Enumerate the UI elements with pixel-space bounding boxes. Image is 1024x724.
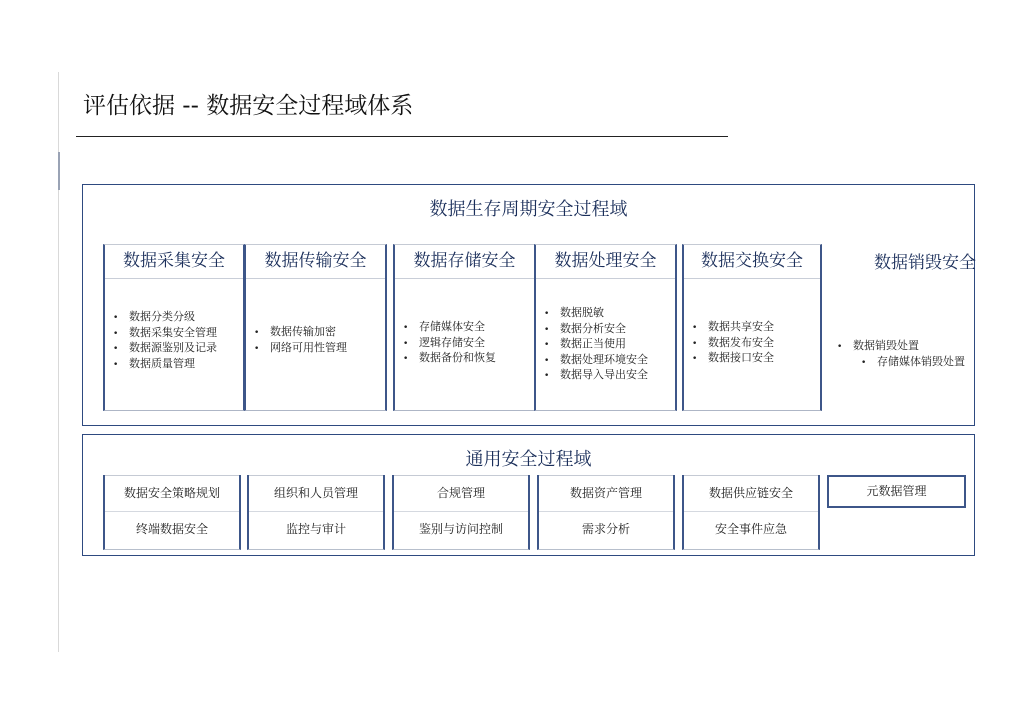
general-domain-heading: 通用安全过程域 [465,449,592,470]
stage-subitem: • 存储媒体销毁处置 [837,355,976,371]
bullet-icon: • [403,338,409,349]
process-cell: 终端数据安全 [135,522,208,536]
stage-title: 数据采集安全 [105,245,243,279]
stage-item: • 数据脱敏 [544,306,671,322]
stage-item: • 数据备份和恢复 [403,351,530,367]
process-column [392,475,530,550]
bullet-icon: • [113,359,119,370]
stage-card-collection [103,244,245,411]
stage-item: • 数据发布安全 [692,336,816,352]
process-column [247,475,385,550]
bullet-icon: • [254,343,260,354]
stage-title: 数据存储安全 [395,245,534,279]
stage-item: • 逻辑存储安全 [403,336,530,352]
stage-card-destruction [835,247,976,414]
bullet-icon: • [544,355,550,366]
bullet-icon: • [113,313,119,323]
process-column [103,475,241,550]
stage-title: 数据处理安全 [536,245,675,279]
stage-item: • 数据质量管理 [113,357,239,373]
process-cell: 数据资产管理 [539,475,673,512]
bullet-icon: • [544,324,550,335]
process-column [537,475,675,550]
slide-marker [58,152,60,190]
stage-item-list [837,339,976,370]
stage-card-storage [393,244,536,411]
stage-item: • 数据接口安全 [692,351,816,367]
stage-item: • 数据分析安全 [544,322,671,338]
stage-title: 数据传输安全 [246,245,385,279]
stage-item: • 存储媒体安全 [403,320,530,336]
process-column [682,475,820,550]
process-cell: 需求分析 [581,522,630,536]
process-cell: 组织和人员管理 [249,475,383,512]
page-title: 评估依据 -- 数据安全过程域体系 [83,93,414,119]
stage-item: • 数据传输加密 [254,325,381,341]
bullet-icon: • [692,323,698,333]
bullet-icon: • [837,342,843,352]
stage-item: • 数据处理环境安全 [544,353,671,369]
stage-title: 数据销毁安全 [874,253,976,273]
stage-item: • 数据销毁处置 [837,339,976,355]
lifecycle-domain-panel [82,184,975,426]
page-title-block [83,92,443,121]
bullet-icon: • [692,354,698,364]
stage-card-transmission [244,244,387,411]
stage-item-list [403,320,530,367]
process-cell: 监控与审计 [285,522,346,536]
stage-item: • 数据共享安全 [692,320,816,336]
process-cell: 元数据管理 [827,475,966,508]
stage-item: • 数据源鉴别及记录 [113,341,239,357]
bullet-icon: • [403,354,409,364]
bullet-icon: • [113,328,119,339]
stage-title: 数据交换安全 [684,245,820,279]
stage-card-processing [534,244,677,411]
bullet-icon: • [403,323,409,333]
stage-item: • 数据正当使用 [544,337,671,353]
bullet-icon: • [692,338,698,349]
process-cell: 数据供应链安全 [684,475,818,512]
stage-item: • 数据采集安全管理 [113,326,239,342]
bullet-icon: • [544,340,550,350]
bullet-icon: • [544,371,550,381]
process-cell: 安全事件应急 [714,522,787,536]
process-cell: 数据安全策略规划 [105,475,239,512]
stage-item-list [113,310,239,372]
stage-item-list [692,320,816,367]
bullet-icon: • [113,344,119,354]
title-underline [76,136,728,137]
general-domain-panel [82,434,975,556]
stage-item: • 数据分类分级 [113,310,239,326]
bullet-icon: • [544,309,550,319]
stage-card-exchange [682,244,822,411]
bullet-icon: • [254,328,260,338]
stage-item: • 网络可用性管理 [254,341,381,357]
stage-item: • 数据导入导出安全 [544,368,671,384]
bullet-icon: • [861,357,867,368]
stage-item-list [544,306,671,384]
process-cell: 鉴别与访问控制 [418,522,503,536]
stage-item-list [254,325,381,356]
lifecycle-domain-heading: 数据生存周期安全过程域 [429,199,628,220]
process-cell: 合规管理 [394,475,528,512]
